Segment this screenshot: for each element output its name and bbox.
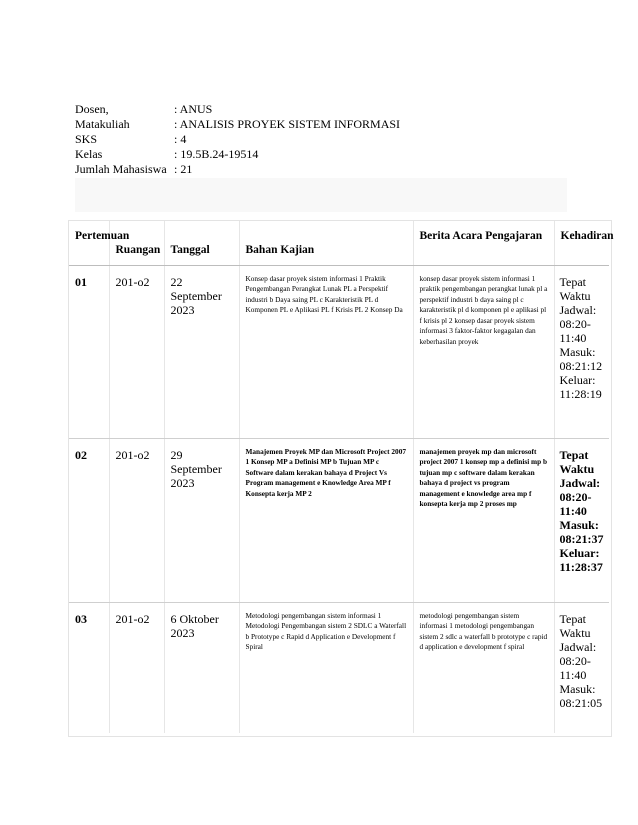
cell-tanggal <box>164 438 239 602</box>
cell-pertemuan <box>69 265 109 438</box>
table-row <box>69 265 609 438</box>
course-info <box>75 102 400 177</box>
info-row-sks <box>75 132 400 147</box>
header-label: Bahan Kajian <box>245 244 315 256</box>
cell-ruangan <box>109 602 164 733</box>
info-value: : 19.5B.24-19514 <box>174 147 259 161</box>
cell-ruangan <box>109 265 164 438</box>
info-label: Dosen, <box>75 102 109 116</box>
attendance-status: Tepat Waktu Jadwal: 08:20-11:40 Masuk: 08:21:37 Keluar: 11:28:37 <box>559 447 604 574</box>
header-label: Berita Acara Pengajaran <box>419 230 543 242</box>
header-tanggal <box>164 221 239 265</box>
meeting-number: 02 <box>75 447 87 462</box>
header-label: Kehadiran <box>560 230 614 242</box>
study-material: Metodologi pengembangan sistem informasi 1 Metodologi Pengembangan sistem 2 SDLC a Waterfall b Prototype c Rapid d Application e Development f Spiral <box>245 610 407 651</box>
teaching-report: metodologi pengembangan sistem informasi 1 metodologi pengembangan sistem 2 sdlc a waterfall b prototype c rapid d application e development f spiral <box>419 610 548 651</box>
table-row <box>69 602 609 733</box>
meeting-number: 03 <box>75 611 87 626</box>
info-row-jumlah-mahasiswa <box>75 162 400 177</box>
room: 201-o2 <box>115 611 150 626</box>
header-bahan-kajian <box>239 221 413 265</box>
study-material: Manajemen Proyek MP dan Microsoft Project 2007 1 Konsep MP a Definisi MP b Tujuan MP c Software dalam kerakan bahaya d Project Vs Program management e Knowledge Area MP f Konsepta kerja MP 2 <box>245 446 406 498</box>
cell-tanggal <box>164 265 239 438</box>
shaded-band <box>75 178 567 212</box>
header-label: Pertemuan <box>75 230 130 242</box>
info-value: : 21 <box>174 162 193 176</box>
cell-berita-acara <box>413 438 554 602</box>
room: 201-o2 <box>115 274 150 289</box>
date: 6 Oktober 2023 <box>170 611 219 640</box>
cell-berita-acara <box>413 265 554 438</box>
info-label: Matakuliah <box>75 117 130 131</box>
cell-ruangan <box>109 438 164 602</box>
date: 22 September 2023 <box>170 274 222 317</box>
header-pertemuan <box>69 221 130 265</box>
info-label: SKS <box>75 132 98 146</box>
header-label: Tanggal <box>170 244 210 256</box>
info-row-matakuliah <box>75 117 400 132</box>
cell-kehadiran <box>554 265 609 438</box>
meeting-number: 01 <box>75 274 87 289</box>
cell-bahan-kajian <box>239 438 413 602</box>
cell-tanggal <box>164 602 239 733</box>
info-row-dosen <box>75 102 400 117</box>
attendance-status: Tepat Waktu Jadwal: 08:20-11:40 Masuk: 08:21:12 Keluar: 11:28:19 <box>559 274 603 401</box>
table-header-row <box>69 221 609 265</box>
cell-bahan-kajian <box>239 602 413 733</box>
study-material: Konsep dasar proyek sistem informasi 1 Praktik Pengembangan Perangkat Lunak PL a Perspektif industri b Daya saing PL c Karakteristik PL d Komponen PL e Aplikasi PL f Krisis PL 2 Konsep Da <box>245 273 403 314</box>
attendance-table-container <box>68 220 612 737</box>
cell-pertemuan <box>69 438 109 602</box>
info-value: : ANUS <box>174 102 213 116</box>
cell-kehadiran <box>554 438 609 602</box>
cell-berita-acara <box>413 602 554 733</box>
info-label: Kelas <box>75 147 103 161</box>
teaching-report: konsep dasar proyek sistem informasi 1 praktik pengembangan perangkat lunak pl a perspektif industri b daya saing pl c karakteristik pl d komponen pl e aplikasi pl f krisis pl 2 konsep dasar proyek sistem informasi 3 faktor-faktor kegagalan dan keberhasilan proyek <box>419 273 548 346</box>
cell-pertemuan <box>69 602 109 733</box>
attendance-status: Tepat Waktu Jadwal: 08:20-11:40 Masuk: 08:21:05 <box>559 611 603 710</box>
info-value: : 4 <box>174 132 187 146</box>
date: 29 September 2023 <box>170 447 222 490</box>
header-ruangan <box>109 221 164 265</box>
info-row-kelas <box>75 147 400 162</box>
header-berita-acara <box>413 221 554 265</box>
cell-kehadiran <box>554 602 609 733</box>
cell-bahan-kajian <box>239 265 413 438</box>
table-row <box>69 438 609 602</box>
attendance-table <box>69 221 614 733</box>
teaching-report: manajemen proyek mp dan microsoft project 2007 1 konsep mp a definisi mp b tujuan mp c software dalam kerakan bahaya d project vs program management e knowledge area mp f konsepta kerja mp 2 proses mp <box>419 446 548 508</box>
header-label: Ruangan <box>115 244 161 256</box>
info-value: : ANALISIS PROYEK SISTEM INFORMASI <box>174 117 401 131</box>
info-label: Jumlah Mahasiswa <box>75 162 167 176</box>
header-kehadiran <box>554 221 614 265</box>
room: 201-o2 <box>115 447 150 462</box>
